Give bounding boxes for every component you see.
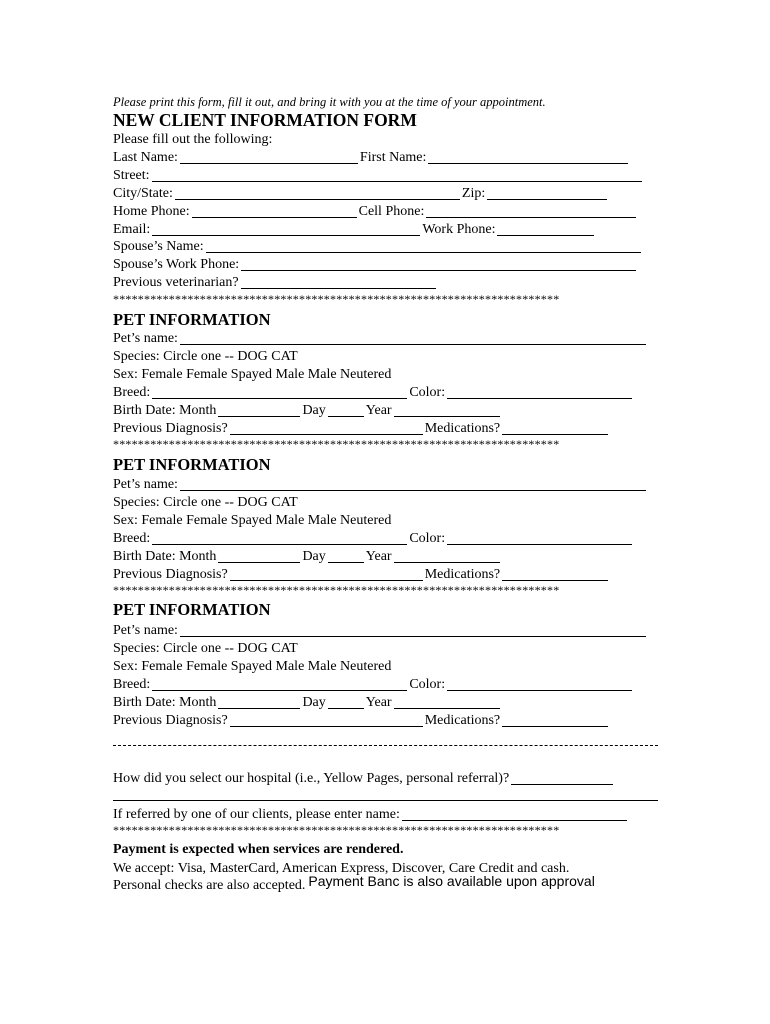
pet-name-label: Pet’s name: [113,477,178,492]
birth-month-label: Birth Date: Month [113,549,217,564]
home-phone-field[interactable] [192,204,357,218]
intro-note: Please print this form, fill it out, and bring it with you at the time of your appointment. [113,95,546,109]
pet-name-label: Pet’s name: [113,331,178,346]
zip-field[interactable] [487,186,607,200]
first-name-field[interactable] [428,150,628,164]
day-label: Day [302,549,326,564]
payment-expected: Payment is expected when services are rendered. [113,842,404,857]
divider-stars: ************************************************************************ [113,583,560,597]
we-accept: We accept: Visa, MasterCard, American Express, Discover, Care Credit and cash. [113,861,570,876]
birth-month-label: Birth Date: Month [113,403,217,418]
year-label: Year [365,403,392,418]
spouse-name-field[interactable] [206,239,641,253]
email-label: Email: [113,222,151,237]
pet-1-breed-field[interactable] [152,385,407,399]
pet-name-label: Pet’s name: [113,623,178,638]
spouse-name-label: Spouse’s Name: [113,239,204,254]
email-field[interactable] [152,222,420,236]
color-label: Color: [409,531,446,546]
pet-1-birth-row [113,402,658,419]
pet-2-month-field[interactable] [218,549,300,563]
pet-2-species: Species: Circle one -- DOG CAT [113,495,298,510]
city-row [113,185,658,202]
pet-1-name-row [113,330,658,347]
breed-label: Breed: [113,385,151,400]
breed-label: Breed: [113,677,151,692]
form-title: NEW CLIENT INFORMATION FORM [113,110,417,130]
email-row [113,221,658,238]
personal-checks-row [113,873,658,894]
street-row [113,167,658,184]
medications-label: Medications? [424,421,501,436]
zip-label: Zip: [461,186,486,201]
last-name-field[interactable] [180,150,358,164]
pet-3-breed-field[interactable] [152,677,407,691]
pet-3-breed-row [113,676,658,693]
previous-vet-row [113,274,658,291]
pet-3-day-field[interactable] [328,695,364,709]
divider-stars: ************************************************************************ [113,292,560,306]
day-label: Day [302,403,326,418]
pet-3-name-field[interactable] [180,623,646,637]
city-state-label: City/State: [113,186,173,201]
personal-checks: Personal checks are also accepted. [113,878,306,893]
spouse-work-phone-field[interactable] [241,257,636,271]
dashed-divider [113,745,658,746]
street-label: Street: [113,168,150,183]
pet-3-heading: PET INFORMATION [113,600,271,619]
birth-month-label: Birth Date: Month [113,695,217,710]
how-select-row [113,770,658,787]
pet-1-heading: PET INFORMATION [113,310,271,329]
medications-label: Medications? [424,713,501,728]
pet-1-sex: Sex: Female Female Spayed Male Male Neutered [113,367,392,382]
pet-2-diagnosis-field[interactable] [230,567,423,581]
cell-phone-field[interactable] [426,204,636,218]
pet-2-name-row [113,476,658,493]
diagnosis-label: Previous Diagnosis? [113,567,228,582]
pet-2-day-field[interactable] [328,549,364,563]
pet-1-breed-row [113,384,658,401]
client-instruction: Please fill out the following: [113,132,273,147]
pet-2-birth-row [113,548,658,565]
how-select-continuation-field[interactable] [113,800,658,801]
medications-label: Medications? [424,567,501,582]
spouse-name-row [113,238,658,255]
spouse-work-row [113,256,658,273]
street-field[interactable] [152,168,642,182]
how-select-field[interactable] [511,771,613,785]
year-label: Year [365,695,392,710]
breed-label: Breed: [113,531,151,546]
pet-2-breed-row [113,530,658,547]
pet-1-year-field[interactable] [394,403,500,417]
pet-3-diagnosis-row [113,712,658,729]
pet-1-species: Species: Circle one -- DOG CAT [113,349,298,364]
last-name-label: Last Name: [113,150,178,165]
pet-1-month-field[interactable] [218,403,300,417]
work-phone-field[interactable] [497,222,594,236]
phone-row [113,203,658,220]
cell-phone-label: Cell Phone: [358,204,425,219]
pet-1-diagnosis-row [113,420,658,437]
pet-2-diagnosis-row [113,566,658,583]
pet-2-color-field[interactable] [447,531,632,545]
first-name-label: First Name: [359,150,427,165]
previous-vet-field[interactable] [241,275,436,289]
pet-3-birth-row [113,694,658,711]
name-row [113,149,658,166]
diagnosis-label: Previous Diagnosis? [113,713,228,728]
work-phone-label: Work Phone: [422,222,496,237]
how-select-label: How did you select our hospital (i.e., Yellow Pages, personal referral)? [113,771,510,786]
spouse-work-phone-label: Spouse’s Work Phone: [113,257,240,272]
home-phone-label: Home Phone: [113,204,190,219]
pet-3-name-row [113,622,658,639]
pet-2-year-field[interactable] [394,549,500,563]
referred-row [113,806,658,823]
pet-3-sex: Sex: Female Female Spayed Male Male Neutered [113,659,392,674]
pet-3-medications-field[interactable] [502,713,608,727]
pet-3-color-field[interactable] [447,677,632,691]
city-state-field[interactable] [175,186,460,200]
pet-2-name-field[interactable] [180,477,646,491]
day-label: Day [302,695,326,710]
pet-2-heading: PET INFORMATION [113,455,271,474]
pet-1-medications-field[interactable] [502,421,608,435]
color-label: Color: [409,385,446,400]
pet-2-breed-field[interactable] [152,531,407,545]
divider-stars: ************************************************************************ [113,437,560,451]
year-label: Year [365,549,392,564]
pet-1-name-field[interactable] [180,331,646,345]
referred-name-field[interactable] [402,807,627,821]
previous-vet-label: Previous veterinarian? [113,275,239,290]
pet-2-sex: Sex: Female Female Spayed Male Male Neutered [113,513,392,528]
payment-banc-note: Payment Banc is also available upon approval [308,873,595,889]
referred-label: If referred by one of our clients, please enter name: [113,807,400,822]
pet-2-medications-field[interactable] [502,567,608,581]
pet-3-month-field[interactable] [218,695,300,709]
color-label: Color: [409,677,446,692]
pet-3-year-field[interactable] [394,695,500,709]
pet-1-diagnosis-field[interactable] [230,421,423,435]
diagnosis-label: Previous Diagnosis? [113,421,228,436]
pet-3-species: Species: Circle one -- DOG CAT [113,641,298,656]
pet-3-diagnosis-field[interactable] [230,713,423,727]
pet-1-color-field[interactable] [447,385,632,399]
pet-1-day-field[interactable] [328,403,364,417]
divider-stars: ************************************************************************ [113,823,560,837]
